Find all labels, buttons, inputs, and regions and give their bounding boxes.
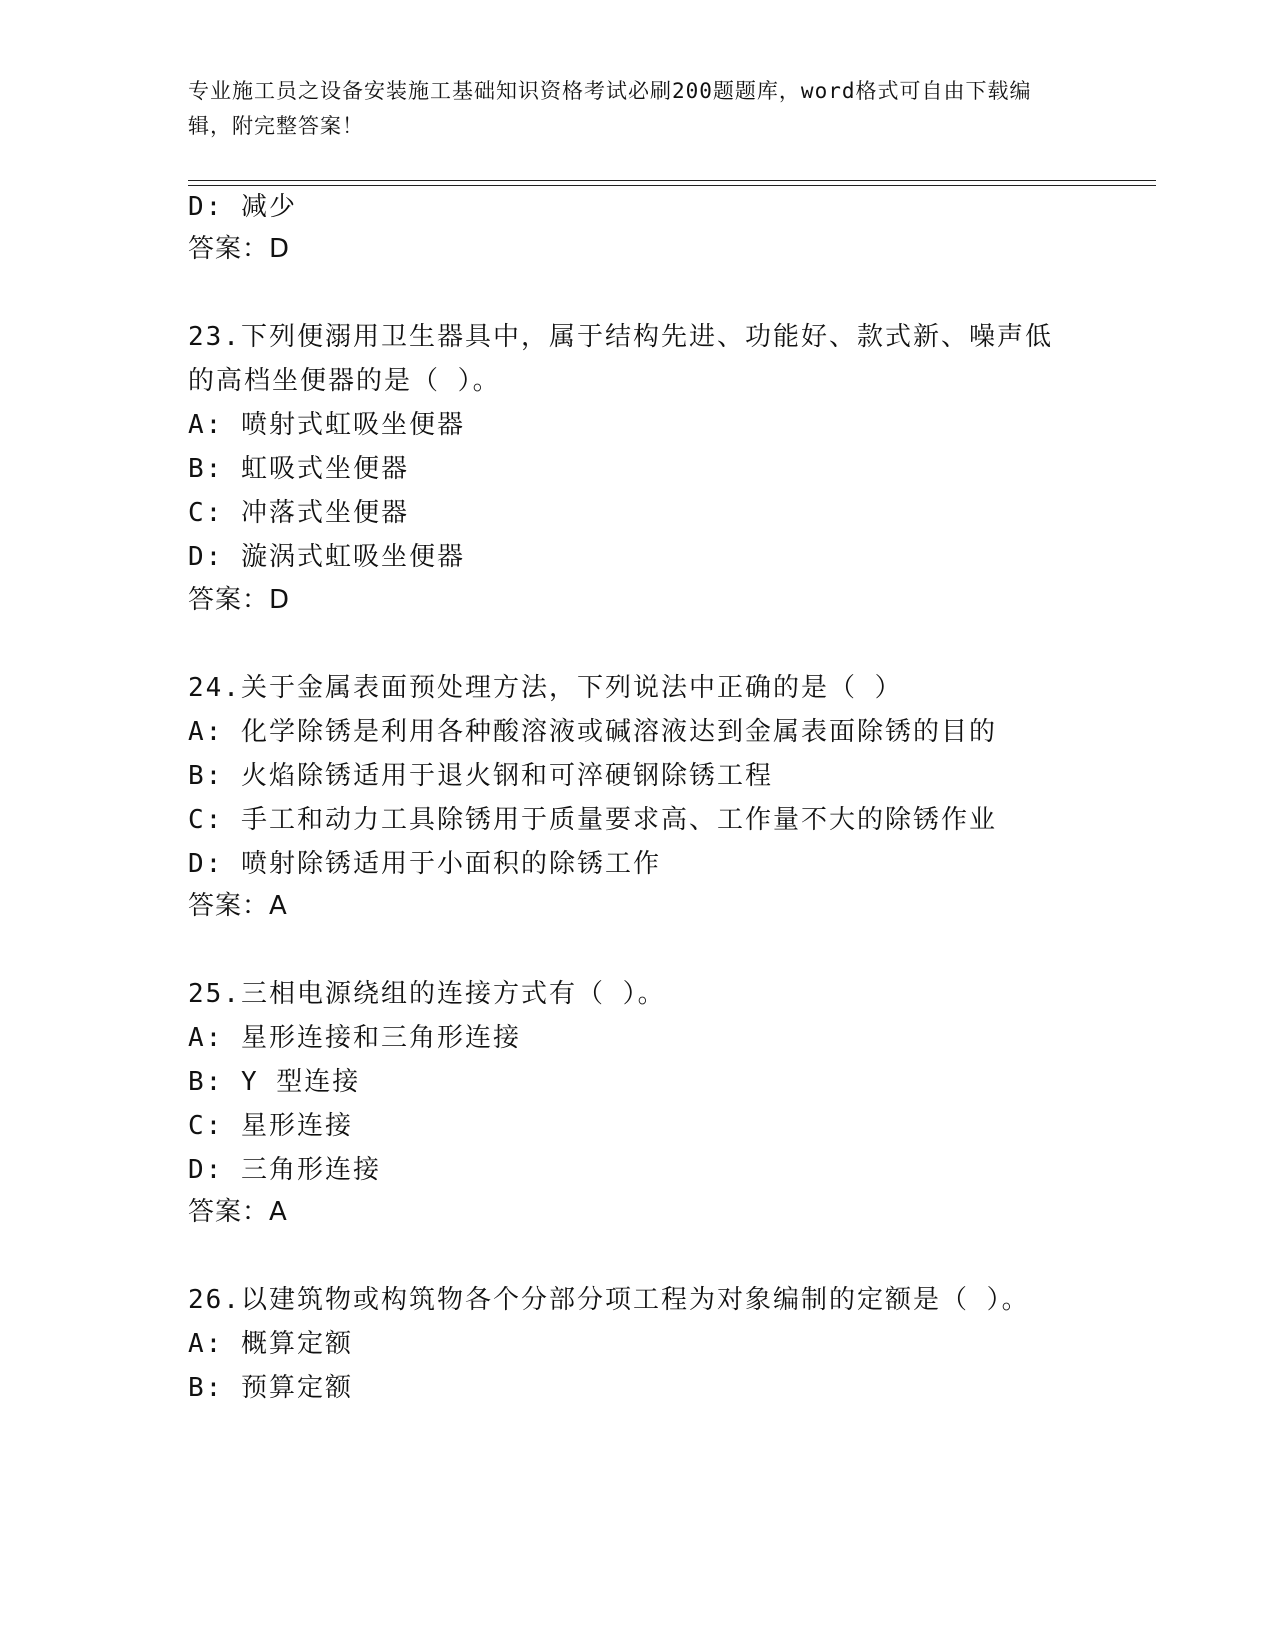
answer: 答案：D (188, 234, 291, 264)
option-b: B: 火焰除锈适用于退火钢和可淬硬钢除锈工程 (188, 761, 773, 791)
question-stem: 23.下列便溺用卫生器具中，属于结构先进、功能好、款式新、噪声低 (188, 322, 1053, 352)
option-d: D: 减少 (188, 192, 297, 222)
option-c: C: 手工和动力工具除锈用于质量要求高、工作量不大的除锈作业 (188, 805, 997, 835)
option-d: D: 喷射除锈适用于小面积的除锈工作 (188, 849, 661, 879)
answer: 答案：D (188, 585, 291, 615)
question-stem: 24.关于金属表面预处理方法，下列说法中正确的是（ ） (188, 673, 903, 703)
question-stem: 26.以建筑物或构筑物各个分部分项工程为对象编制的定额是（ ）。 (188, 1285, 1030, 1315)
question-stem-continued: 的高档坐便器的是（ ）。 (188, 366, 501, 396)
option-d: D: 三角形连接 (188, 1155, 381, 1185)
document-header: 专业施工员之设备安装施工基础知识资格考试必刷200题题库，word格式可自由下载编辑，附完整答案！ (188, 79, 1032, 138)
option-b: B: Y 型连接 (188, 1067, 361, 1097)
question-stem: 25.三相电源绕组的连接方式有（ ）。 (188, 979, 666, 1009)
answer: 答案：A (188, 1197, 288, 1227)
option-c: C: 冲落式坐便器 (188, 498, 409, 528)
header-rule-bottom (188, 185, 1156, 186)
option-a: A: 星形连接和三角形连接 (188, 1023, 521, 1053)
option-c: C: 星形连接 (188, 1111, 353, 1141)
option-b: B: 预算定额 (188, 1373, 353, 1403)
header-rule-top (188, 180, 1156, 181)
option-a: A: 概算定额 (188, 1329, 353, 1359)
option-a: A: 化学除锈是利用各种酸溶液或碱溶液达到金属表面除锈的目的 (188, 717, 997, 747)
answer: 答案：A (188, 891, 288, 921)
option-d: D: 漩涡式虹吸坐便器 (188, 542, 465, 572)
option-a: A: 喷射式虹吸坐便器 (188, 410, 465, 440)
option-b: B: 虹吸式坐便器 (188, 454, 409, 484)
